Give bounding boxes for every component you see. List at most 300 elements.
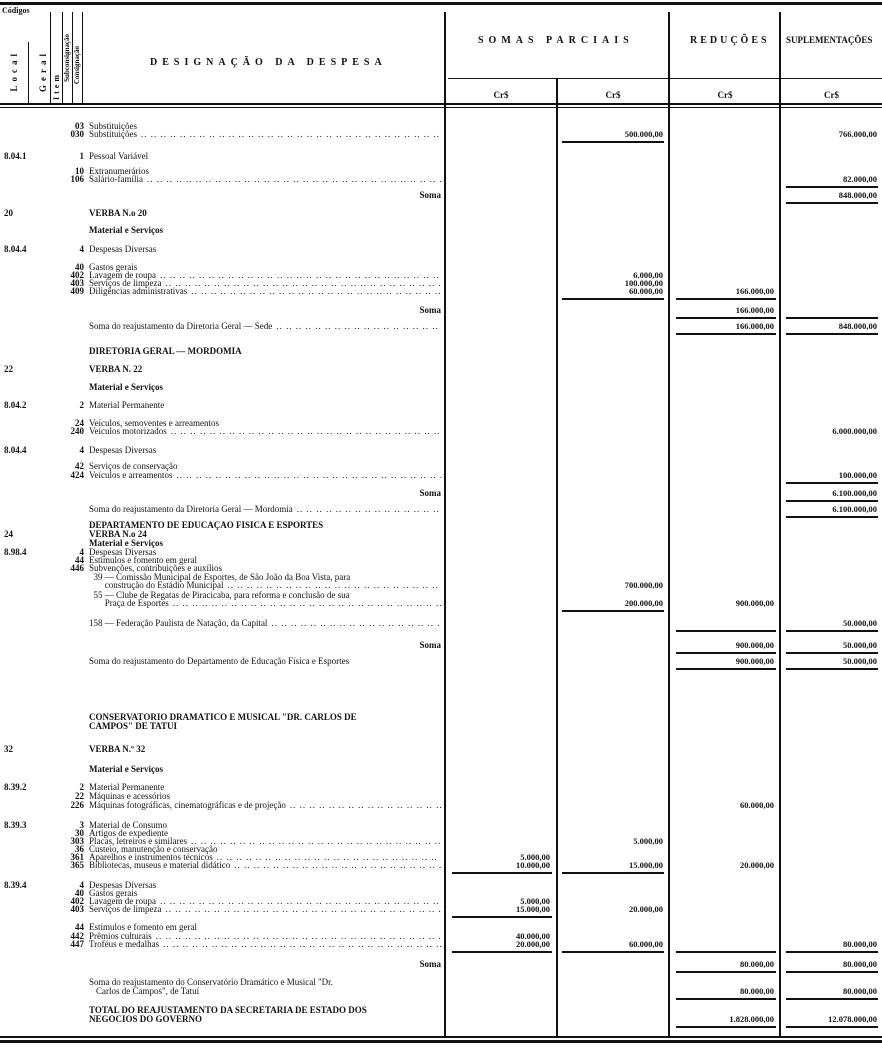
local-code: 8.39.4 — [4, 880, 27, 890]
sum-rule — [676, 971, 776, 973]
item-code: 424 — [70, 470, 84, 480]
table-row — [0, 383, 882, 393]
expense-description — [89, 175, 441, 184]
item-code: 106 — [70, 174, 84, 184]
sum-rule — [676, 333, 776, 335]
description-text: Material e Serviços — [89, 765, 163, 774]
expense-description-line2 — [89, 722, 434, 731]
supplement-amount: 50.000,00 — [843, 640, 877, 650]
partial-sum-2: 60.000,00 — [629, 286, 663, 296]
item-code: 409 — [70, 286, 84, 296]
expense-description-line2 — [89, 1015, 434, 1024]
sum-rule — [562, 141, 664, 143]
description-text: CONSERVATÓRIO DRAMÁTICO E MUSICAL "DR. CARLOS DE — [89, 713, 357, 722]
col-local: Local — [9, 50, 19, 92]
description-text: Lavagem de roupa — [89, 897, 156, 906]
dot-leader — [187, 287, 441, 296]
reduction-amount: 900.000,00 — [735, 640, 774, 650]
sum-rule — [562, 610, 664, 612]
col-consignacao: Consignação — [73, 46, 81, 85]
sum-rule — [676, 951, 776, 953]
dot-leader — [293, 505, 441, 514]
description-text: Subvenções, contribuições e auxílios — [89, 564, 222, 573]
item-code: 402 — [70, 270, 84, 280]
header-rule — [0, 107, 882, 108]
item-code: 030 — [70, 129, 84, 139]
table-row — [0, 152, 882, 162]
supplement-amount: 6.000.000,00 — [832, 426, 877, 436]
expense-description — [89, 505, 441, 514]
table-row — [0, 471, 882, 481]
description-text: 55 — Clube de Regatas de Piracicaba, para reforma e conclusão de sua — [89, 591, 350, 600]
description-text: 158 — Federação Paulista de Natação, da Capital — [89, 619, 268, 628]
expense-description — [89, 191, 441, 200]
item-code: 40 — [75, 262, 84, 272]
expense-description — [89, 1006, 441, 1015]
currency-sp1: Cr$ — [493, 90, 509, 100]
description-text: Diligências administrativas — [89, 287, 188, 296]
description-text: Despesas Diversas — [89, 446, 157, 455]
expense-description — [89, 861, 441, 870]
supplement-amount: 766.000,00 — [838, 129, 877, 139]
dot-leader — [167, 427, 441, 436]
local-code: 24 — [4, 529, 13, 539]
description-text: VERBA N.º 32 — [89, 745, 146, 754]
expense-description — [89, 209, 441, 218]
expense-description — [89, 446, 441, 455]
supplement-amount: 6.100.000,00 — [832, 504, 877, 514]
description-text: VERBA N.o 20 — [89, 209, 147, 218]
description-text: VERBA N. 22 — [89, 365, 143, 374]
sum-rule — [676, 630, 776, 632]
table-row — [0, 347, 882, 357]
table-row — [0, 657, 882, 667]
supplement-amount: 50.000,00 — [843, 618, 877, 628]
divider — [82, 12, 83, 104]
dot-leader — [161, 905, 441, 914]
table-row — [0, 1006, 882, 1024]
sum-rule — [676, 317, 776, 319]
expense-description — [89, 960, 441, 969]
sum-rule — [786, 202, 878, 204]
item-code: 30 — [75, 828, 84, 838]
expense-description — [89, 530, 441, 539]
item-code: 446 — [70, 563, 84, 573]
expense-description — [89, 322, 441, 331]
item-code: 1 — [79, 151, 84, 161]
sum-rule — [786, 500, 878, 502]
reduction-amount: 60.000,00 — [740, 800, 774, 810]
description-text: Material Permanente — [89, 783, 165, 792]
description-text: Artigos de expediente — [89, 829, 168, 838]
sum-rule — [676, 1026, 776, 1028]
item-code: 361 — [70, 852, 84, 862]
local-code: 20 — [4, 208, 13, 218]
partial-sum-2: 15.000,00 — [629, 860, 663, 870]
item-code: 403 — [70, 278, 84, 288]
supplement-amount: 82.000,00 — [843, 174, 877, 184]
table-row — [0, 322, 882, 332]
description-text: VERBA N.o 24 — [89, 530, 147, 539]
dot-leader — [172, 471, 441, 480]
col-subconsignacao: Subconsignação — [63, 34, 71, 82]
description-text: Soma — [419, 641, 441, 650]
expense-description — [89, 801, 441, 810]
expense-description — [89, 245, 441, 254]
expense-description — [89, 383, 441, 392]
sum-rule — [786, 998, 878, 1000]
description-text: Extranumerários — [89, 167, 149, 176]
description-text: CAMPOS" DE TATUÍ — [89, 722, 178, 731]
table-row — [0, 801, 882, 811]
expense-description — [89, 226, 441, 235]
description-text: Serviços de limpeza — [89, 279, 162, 288]
supplement-amount: 848.000,00 — [838, 190, 877, 200]
description-text: Aparelhos e instrumentos técnicos — [89, 853, 213, 862]
sum-rule — [786, 1026, 878, 1028]
description-text: Estímulos e fomento em geral — [89, 556, 197, 565]
item-code: 240 — [70, 426, 84, 436]
sum-rule — [786, 333, 878, 335]
partial-sum-1: 15.000,00 — [516, 904, 550, 914]
reductions-header: REDUÇÕES — [690, 35, 770, 46]
local-code: 22 — [4, 364, 13, 374]
description-text: Placas, letreiros e similares — [89, 837, 187, 846]
expense-description — [89, 905, 441, 914]
sum-rule — [786, 951, 878, 953]
table-row — [0, 245, 882, 255]
sum-rule — [452, 951, 552, 953]
description-text: Substituições — [89, 130, 138, 139]
sum-rule — [676, 298, 776, 300]
item-code: 03 — [75, 121, 84, 131]
expense-description — [89, 713, 441, 722]
sum-rule — [786, 482, 878, 484]
sum-rule — [786, 652, 878, 654]
expense-description — [89, 599, 441, 608]
description-text: Carlos de Campos", de Tatuí — [96, 987, 200, 996]
description-text: Custeio, manutenção e conservação — [89, 845, 218, 854]
table-row — [0, 599, 882, 609]
top-rule — [0, 2, 882, 5]
table-row — [0, 226, 882, 236]
dot-leader — [143, 175, 441, 184]
expense-description — [89, 462, 441, 471]
codes-label: Códigos — [2, 6, 30, 15]
table-row — [0, 960, 882, 970]
table-row — [0, 191, 882, 201]
description-text: Soma do reajustamento do Conservatório Dramático e Musical "Dr. — [89, 978, 333, 987]
item-code: 4 — [79, 445, 84, 455]
local-code: 32 — [4, 744, 13, 754]
description-text: Serviços de limpeza — [89, 905, 162, 914]
item-code: 4 — [79, 547, 84, 557]
description-text: Veículos motorizados — [89, 427, 167, 436]
dot-leader — [286, 801, 441, 810]
description-text: Soma — [419, 306, 441, 315]
expense-description — [89, 365, 441, 374]
item-code: 226 — [70, 800, 84, 810]
description-text: Material Permanente — [89, 401, 165, 410]
table-row — [0, 619, 882, 629]
table-row — [0, 209, 882, 219]
partial-sum-2: 100.000,00 — [624, 278, 663, 288]
description-text: Soma do reajustamento da Diretoria Geral — Mordomia — [89, 505, 293, 514]
table-row — [0, 905, 882, 915]
item-code: 2 — [79, 782, 84, 792]
expense-description — [89, 657, 441, 666]
supplement-amount: 848.000,00 — [838, 321, 877, 331]
reduction-amount: 166.000,00 — [735, 305, 774, 315]
local-code: 8.39.3 — [4, 820, 27, 830]
sum-rule — [562, 951, 664, 953]
table-row — [0, 130, 882, 140]
partial-sum-1: 5.000,00 — [520, 852, 550, 862]
supplement-amount: 50.000,00 — [843, 656, 877, 666]
sum-rule — [452, 872, 552, 874]
dot-leader — [169, 599, 441, 608]
item-code: 10 — [75, 166, 84, 176]
partial-sum-2: 500.000,00 — [624, 129, 663, 139]
expense-description-line2 — [96, 987, 441, 996]
description-text: Gastos gerais — [89, 263, 138, 272]
description-text: Soma — [419, 489, 441, 498]
expense-description — [89, 471, 441, 480]
partial-sum-2: 6.000,00 — [633, 270, 663, 280]
partial-sum-1: 20.000,00 — [516, 939, 550, 949]
expense-description — [89, 641, 441, 650]
description-text: Soma — [419, 960, 441, 969]
item-code: 36 — [75, 844, 84, 854]
currency-sup: Cr$ — [824, 90, 839, 100]
reduction-amount: 1.828.000,00 — [729, 1014, 774, 1024]
table-row — [0, 446, 882, 456]
expense-description — [89, 306, 441, 315]
description-text: Troféus e medalhas — [89, 940, 160, 949]
description-text: Veículos, semoventes e arreamentos — [89, 419, 219, 428]
partial-sum-2: 60.000,00 — [629, 939, 663, 949]
item-code: 2 — [79, 400, 84, 410]
sum-rule — [786, 516, 878, 518]
table-row — [0, 861, 882, 871]
description-text: Salário-família — [89, 175, 143, 184]
expense-description — [89, 427, 441, 436]
item-code: 402 — [70, 896, 84, 906]
local-code: 8.04.1 — [4, 151, 27, 161]
expense-description — [89, 745, 441, 754]
partial-sum-2: 200.000,00 — [624, 598, 663, 608]
item-code: 442 — [70, 931, 84, 941]
description-text: Máquinas fotográficas, cinematográficas e de projeção — [89, 801, 286, 810]
description-text: Máquinas e acessórios — [89, 792, 170, 801]
local-code: 8.04.4 — [4, 445, 27, 455]
expense-description — [89, 978, 441, 987]
local-code: 8.98.4 — [4, 547, 27, 557]
table-row — [0, 306, 882, 316]
table-row — [0, 489, 882, 499]
table-row — [0, 978, 882, 996]
description-text: Estímulos e fomento em geral — [89, 923, 197, 932]
table-row — [0, 745, 882, 755]
table-row — [0, 940, 882, 950]
bottom-rule — [0, 1040, 882, 1043]
sum-rule — [562, 298, 664, 300]
bottom-rule — [0, 1036, 882, 1038]
description-text: construção do Estádio Municipal — [89, 581, 224, 590]
supplement-amount: 100.000,00 — [838, 470, 877, 480]
expense-description — [89, 923, 441, 932]
description-text: Veículos e arreamentos — [89, 471, 173, 480]
item-code: 4 — [79, 880, 84, 890]
description-text: Praça de Esportes — [89, 599, 169, 608]
supplement-amount: 80.000,00 — [843, 939, 877, 949]
table-row — [0, 401, 882, 411]
table-row — [0, 175, 882, 185]
description-text: Prêmios culturais — [89, 932, 152, 941]
table-row — [0, 365, 882, 375]
sum-rule — [676, 652, 776, 654]
description-text: 39 — Comissão Municipal de Esportes, de São João da Boa Vista, para — [89, 573, 351, 582]
col-geral: Geral — [38, 50, 48, 92]
reduction-amount: 80.000,00 — [740, 986, 774, 996]
sum-rule — [786, 317, 878, 319]
designation-header: DESIGNAÇÃO DA DESPESA — [150, 57, 387, 68]
reduction-amount: 166.000,00 — [735, 321, 774, 331]
expense-description — [89, 783, 441, 792]
dot-leader — [272, 322, 441, 331]
divider — [28, 42, 29, 104]
expense-description — [89, 564, 441, 573]
expense-description — [89, 287, 441, 296]
sum-rule — [786, 186, 878, 188]
partial-sum-2: 700.000,00 — [624, 580, 663, 590]
description-text: DEPARTAMENTO DE EDUCAÇÃO FÍSICA E ESPORTES — [89, 521, 324, 530]
col-item: Item — [52, 72, 61, 100]
sum-rule — [676, 998, 776, 1000]
description-text: Despesas Diversas — [89, 245, 157, 254]
expense-description — [89, 940, 441, 949]
description-text: Gastos gerais — [89, 889, 138, 898]
description-text: DIRETORIA GERAL — MORDOMIA — [89, 347, 242, 356]
expense-description — [89, 765, 441, 774]
sum-rule — [786, 668, 878, 670]
expense-description — [89, 539, 441, 548]
local-code: 8.04.2 — [4, 400, 27, 410]
expense-description — [89, 401, 441, 410]
item-code: 403 — [70, 904, 84, 914]
description-text: TOTAL DO REAJUSTAMENTO DA SECRETARIA DE ESTADO DOS — [89, 1006, 367, 1015]
local-code: 8.39.2 — [4, 782, 27, 792]
table-row — [0, 581, 882, 591]
supplement-amount: 80.000,00 — [843, 986, 877, 996]
table-row — [0, 287, 882, 297]
table-row — [0, 765, 882, 775]
subheader-rule — [448, 78, 882, 79]
table-row — [0, 427, 882, 437]
description-text: Bibliotecas, museus e material didático — [89, 861, 231, 870]
description-text: Substituições — [89, 122, 138, 131]
expense-description — [89, 581, 441, 590]
item-code: 447 — [70, 939, 84, 949]
partial-sum-1: 5.000,00 — [520, 896, 550, 906]
item-code: 3 — [79, 820, 84, 830]
item-code: 42 — [75, 461, 84, 471]
item-code: 44 — [75, 555, 84, 565]
expense-description — [89, 792, 441, 801]
dot-leader — [230, 861, 441, 870]
local-code: 8.04.4 — [4, 244, 27, 254]
sum-rule — [676, 668, 776, 670]
sum-rule — [786, 971, 878, 973]
divider — [50, 12, 51, 104]
currency-red: Cr$ — [717, 90, 733, 100]
expense-description — [89, 489, 441, 498]
reduction-amount: 166.000,00 — [735, 286, 774, 296]
item-code: 40 — [75, 888, 84, 898]
supplement-amount: 6.100.000,00 — [832, 488, 877, 498]
expense-description — [89, 130, 441, 139]
header-rule — [0, 103, 882, 105]
expense-description — [89, 152, 441, 161]
expense-description — [89, 347, 441, 356]
expense-description — [89, 619, 441, 628]
dot-leader — [159, 940, 441, 949]
description-text: Material e Serviços — [89, 539, 163, 548]
description-text: Material de Consumo — [89, 821, 167, 830]
dot-leader — [223, 581, 441, 590]
description-text: NEGÓCIOS DO GOVERNO — [89, 1015, 203, 1024]
table-row — [0, 641, 882, 651]
item-code: 44 — [75, 922, 84, 932]
supplement-amount: 80.000,00 — [843, 959, 877, 969]
table-row — [0, 713, 882, 731]
item-code: 22 — [75, 791, 84, 801]
item-code: 303 — [70, 836, 84, 846]
description-text: Soma — [419, 191, 441, 200]
description-text: Serviços de conservação — [89, 462, 178, 471]
partial-sum-2: 20.000,00 — [629, 904, 663, 914]
description-text: Pessoal Variável — [89, 152, 149, 161]
supplement-amount: 12.078.000,00 — [828, 1014, 877, 1024]
table-row — [0, 505, 882, 515]
partial-sums-header: SOMAS PARCIAIS — [478, 35, 634, 46]
reduction-amount: 900.000,00 — [735, 598, 774, 608]
sum-rule — [452, 916, 552, 918]
item-code: 24 — [75, 418, 84, 428]
description-text: Material e Serviços — [89, 226, 163, 235]
reduction-amount: 900.000,00 — [735, 656, 774, 666]
dot-leader — [137, 130, 441, 139]
description-text: Lavagem de roupa — [89, 271, 156, 280]
currency-sp2: Cr$ — [605, 90, 621, 100]
reduction-amount: 80.000,00 — [740, 959, 774, 969]
description-text: Soma do reajustamento da Diretoria Geral — Sede — [89, 322, 273, 331]
expense-description — [89, 521, 441, 530]
supplements-header: SUPLEMENTAÇÕES — [786, 35, 873, 45]
description-text: Despesas Diversas — [89, 548, 157, 557]
partial-sum-2: 5.000,00 — [633, 836, 663, 846]
item-code: 365 — [70, 860, 84, 870]
dot-leader — [267, 619, 441, 628]
description-text: Material e Serviços — [89, 383, 163, 392]
reduction-amount: 20.000,00 — [740, 860, 774, 870]
item-code: 4 — [79, 244, 84, 254]
sum-rule — [562, 872, 664, 874]
description-text: Despesas Diversas — [89, 881, 157, 890]
partial-sum-1: 10.000,00 — [516, 860, 550, 870]
description-text: Soma do reajustamento do Departamento de Educação Física e Esportes — [89, 657, 350, 666]
sum-rule — [786, 630, 878, 632]
